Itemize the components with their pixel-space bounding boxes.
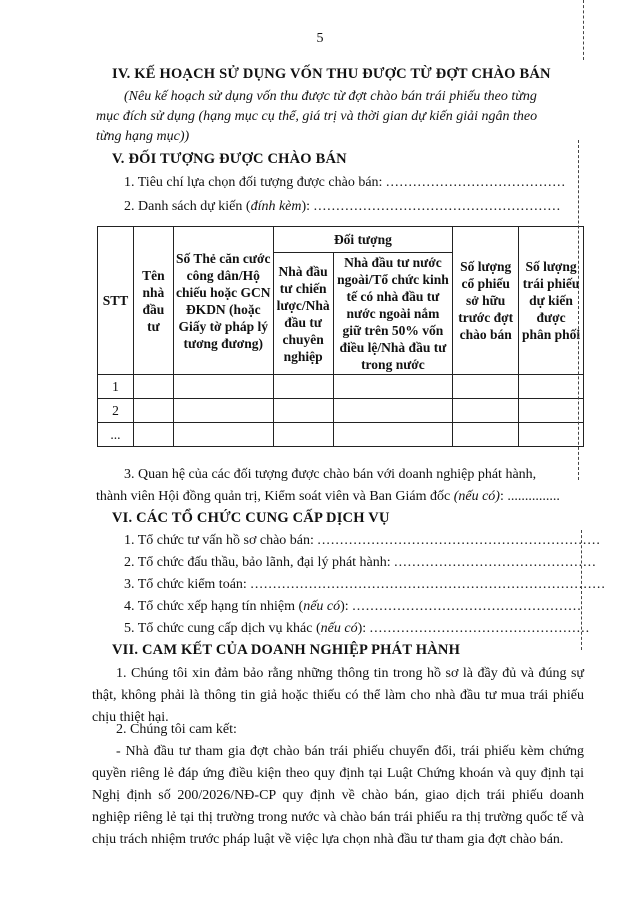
- table-row: [98, 375, 584, 399]
- item-label-italic: đính kèm: [250, 199, 302, 214]
- item-label: 1. Tiêu chí lựa chọn đối tượng được chào bán:: [124, 175, 386, 190]
- section-6-heading: VI. CÁC TỔ CHỨC CUNG CẤP DỊCH VỤ: [112, 510, 390, 526]
- fill-dots: .......................................................: [313, 199, 562, 214]
- section-4-heading: IV. KẾ HOẠCH SỬ DỤNG VỐN THU ĐƯỢC TỪ ĐỢT CHÀO BÁN: [112, 66, 551, 82]
- header-strategic-investor: Nhà đầu tư chiến lược/Nhà đầu tư chuyên nghiệp: [273, 253, 333, 375]
- fill-dots: ...................................................: [352, 599, 582, 614]
- item-label-end: ):: [301, 199, 314, 214]
- section-7-heading: VII. CAM KẾT CỦA DOANH NGHIỆP PHÁT HÀNH: [112, 642, 461, 658]
- table-row: [98, 399, 584, 423]
- row-number: 2: [98, 399, 134, 423]
- header-stt: STT: [98, 227, 134, 375]
- fill-dots: ...............................................................................: [250, 577, 606, 592]
- section-6-item-5: [124, 621, 590, 637]
- item-label: 5. Tổ chức cung cấp dịch vụ khác (: [124, 621, 321, 636]
- item-label-italic: (nếu có): [453, 489, 500, 504]
- section-5-item-2: [124, 199, 561, 215]
- item-label: 3. Tổ chức kiểm toán:: [124, 577, 251, 592]
- row-number: ...: [98, 423, 134, 447]
- fill-dots: ........................................: [385, 175, 566, 190]
- item-label: thành viên Hội đồng quản trị, Kiểm soát viên và Ban Giám đốc: [96, 489, 454, 504]
- fill-dots: ...............................................................: [317, 533, 601, 548]
- header-bonds-expected: Số lượng trái phiếu dự kiến được phân phối: [519, 227, 584, 375]
- item-label: 2. Danh sách dự kiến (: [124, 199, 251, 214]
- scan-margin-line: [578, 140, 579, 480]
- commitment-paragraph-1: 1. Chúng tôi xin đảm bảo rằng những thông tin trong hồ sơ là đầy đủ và đúng sự thật, không phải là thông tin giả hoặc thiếu có thể làm cho nhà đầu tư mua trái phiếu chịu thiệt hại.: [92, 666, 584, 725]
- section-4-note-line1: (Nêu kế hoạch sử dụng vốn thu được từ đợt chào bán trái phiếu theo từng: [124, 89, 537, 104]
- section-6-item-1: [124, 533, 601, 549]
- item-label: 2. Tổ chức đấu thầu, bảo lãnh, đại lý phát hành:: [124, 555, 395, 570]
- commitment-paragraph-3: - Nhà đầu tư tham gia đợt chào bán trái phiếu chuyển đổi, trái phiếu kèm chứng quyền riêng lẻ đáp ứng điều kiện theo quy định tại Luật Chứng khoán và quy định tại Nghị định số 200/2026/NĐ-CP quy định về chào bán, giao dịch trái phiếu doanh nghiệp riêng lẻ tại thị trường trong nước và chào bán trái phiếu ra thị trường quốc tế và chịu trách nhiệm trước pháp luật về việc lựa chọn nhà đầu tư tham gia đợt chào bán.: [92, 744, 584, 847]
- fill-dots: .............................................: [394, 555, 597, 570]
- header-foreign-investor: Nhà đầu tư nước ngoài/Tổ chức kinh tế có nhà đầu tư nước ngoài nắm giữ trên 50% vốn điều lệ/Nhà đầu tư trong nước: [333, 253, 453, 375]
- fill-dots: .................................................: [369, 621, 591, 636]
- section-4-note-line3: từng hạng mục)): [96, 129, 190, 144]
- investor-table: [97, 226, 584, 447]
- section-6-item-2: [124, 555, 597, 571]
- header-target-group: Đối tượng: [273, 227, 453, 253]
- scan-margin-line: [583, 0, 584, 60]
- section-5-item-3-line1: 3. Quan hệ của các đối tượng được chào bán với doanh nghiệp phát hành,: [124, 467, 537, 482]
- header-shares-owned: Số lượng cổ phiếu sở hữu trước đợt chào bán: [453, 227, 519, 375]
- row-number: 1: [98, 375, 134, 399]
- scan-margin-line: [581, 530, 582, 650]
- section-5-item-3-line2: [96, 489, 560, 505]
- table-row: [98, 423, 584, 447]
- section-5-heading: V. ĐỐI TƯỢNG ĐƯỢC CHÀO BÁN: [112, 151, 347, 167]
- section-5-item-1: [124, 175, 566, 191]
- item-label-end: ):: [357, 621, 370, 636]
- item-label-end: ):: [340, 599, 353, 614]
- commitment-paragraph-2: 2. Chúng tôi cam kết:: [116, 722, 237, 737]
- item-label-italic: nếu có: [320, 621, 358, 636]
- section-4-note-line2: mục đích sử dụng (hạng mục cụ thể, giá trị và thời gian dự kiến giải ngân theo: [96, 109, 538, 124]
- item-label-end: : ...............: [499, 489, 560, 504]
- item-label: 4. Tổ chức xếp hạng tín nhiệm (: [124, 599, 304, 614]
- page-number: 5: [316, 31, 324, 46]
- item-label: 1. Tổ chức tư vấn hồ sơ chào bán:: [124, 533, 318, 548]
- header-investor-name: Tên nhà đầu tư: [133, 227, 173, 375]
- item-label-italic: nếu có: [303, 599, 341, 614]
- section-6-item-4: [124, 599, 582, 615]
- header-id-number: Số Thẻ căn cước công dân/Hộ chiếu hoặc GCN ĐKDN (hoặc Giấy tờ pháp lý tương đương): [173, 227, 273, 375]
- section-6-item-3: [124, 577, 606, 593]
